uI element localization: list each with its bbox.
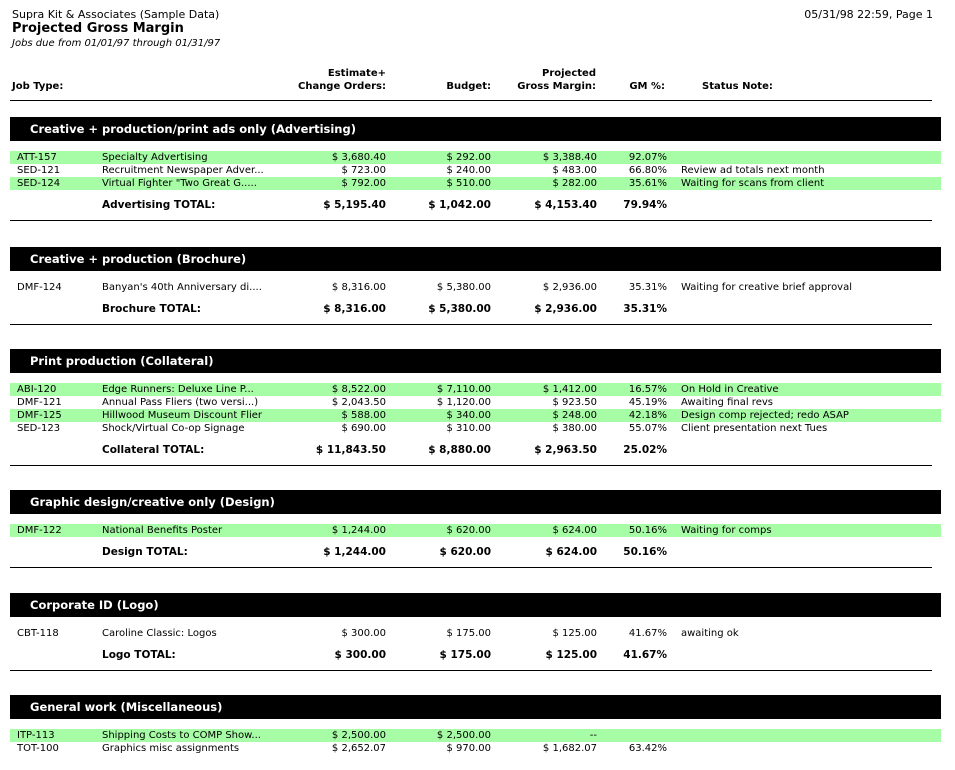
report-date-page: 05/31/98 22:59, Page 1	[804, 8, 933, 21]
section-header: Graphic design/creative only (Design)	[10, 490, 941, 514]
col-status-note: Status Note:	[702, 81, 773, 92]
projected-margin: $ 923.50	[552, 397, 597, 408]
total-projected-margin: $ 624.00	[545, 546, 597, 558]
total-label: Brochure TOTAL:	[102, 303, 201, 315]
total-budget: $ 5,380.00	[428, 303, 491, 315]
table-row	[10, 383, 941, 396]
projected-margin: $ 1,412.00	[542, 384, 597, 395]
col-estimate	[298, 67, 386, 93]
col-budget: Budget:	[446, 81, 491, 92]
total-label: Advertising TOTAL:	[102, 199, 216, 211]
job-code: TOT-100	[17, 743, 59, 754]
total-projected-margin: $ 2,936.00	[534, 303, 597, 315]
status-note: Waiting for comps	[681, 525, 772, 536]
projected-margin: $ 248.00	[552, 410, 597, 421]
estimate-amount: $ 1,244.00	[331, 525, 386, 536]
budget-amount: $ 310.00	[446, 423, 491, 434]
total-gm-percent: 35.31%	[623, 303, 667, 315]
job-description: Graphics misc assignments	[102, 743, 240, 754]
gm-percent: 45.19%	[628, 397, 667, 408]
job-code: ABI-120	[17, 384, 57, 395]
report-section	[10, 117, 941, 221]
gm-percent: 35.61%	[628, 178, 667, 189]
table-row	[10, 524, 941, 537]
estimate-amount: $ 2,652.07	[331, 743, 386, 754]
total-gm-percent: 25.02%	[623, 444, 667, 456]
budget-amount: $ 620.00	[446, 525, 491, 536]
status-note: Waiting for scans from client	[681, 178, 825, 189]
estimate-amount: $ 300.00	[341, 628, 386, 639]
job-description: Banyan's 40th Anniversary di....	[102, 282, 262, 293]
table-row	[10, 281, 941, 294]
estimate-amount: $ 723.00	[341, 165, 386, 176]
section-total-row	[10, 443, 941, 457]
job-code: DMF-122	[17, 525, 62, 536]
total-budget: $ 620.00	[439, 546, 491, 558]
section-total-row	[10, 545, 941, 559]
job-description: Virtual Fighter "Two Great G.....	[102, 178, 257, 189]
report-title: Projected Gross Margin	[12, 21, 184, 36]
col-gm-pct: GM %:	[629, 81, 665, 92]
job-code: SED-123	[17, 423, 61, 434]
report-section	[10, 349, 941, 466]
section-rows	[10, 151, 941, 190]
table-row	[10, 151, 941, 164]
company-name: Supra Kit & Associates (Sample Data)	[12, 8, 220, 21]
projected-margin: $ 483.00	[552, 165, 597, 176]
projected-margin: $ 1,682.07	[542, 743, 597, 754]
budget-amount: $ 2,500.00	[436, 730, 491, 741]
projected-margin: $ 282.00	[552, 178, 597, 189]
section-divider	[10, 324, 932, 325]
section-rows	[10, 729, 941, 755]
estimate-amount: $ 690.00	[341, 423, 386, 434]
total-budget: $ 8,880.00	[428, 444, 491, 456]
section-divider	[10, 220, 932, 221]
projected-margin: $ 2,936.00	[542, 282, 597, 293]
projected-margin: $ 624.00	[552, 525, 597, 536]
table-row	[10, 729, 941, 742]
job-description: Caroline Classic: Logos	[102, 628, 217, 639]
budget-amount: $ 5,380.00	[436, 282, 491, 293]
gm-percent: 16.57%	[628, 384, 667, 395]
table-row	[10, 742, 941, 755]
table-row	[10, 627, 941, 640]
job-code: DMF-125	[17, 410, 62, 421]
section-header: General work (Miscellaneous)	[10, 695, 941, 719]
total-label: Logo TOTAL:	[102, 649, 176, 661]
job-code: SED-121	[17, 165, 61, 176]
table-row	[10, 177, 941, 190]
gm-percent: 55.07%	[628, 423, 667, 434]
table-row	[10, 409, 941, 422]
total-projected-margin: $ 2,963.50	[534, 444, 597, 456]
job-code: DMF-121	[17, 397, 62, 408]
header-rule	[10, 100, 932, 101]
job-code: ATT-157	[17, 152, 57, 163]
job-description: Hillwood Museum Discount Flier	[102, 410, 263, 421]
status-note: Design comp rejected; redo ASAP	[681, 410, 849, 421]
gm-percent: 42.18%	[628, 410, 667, 421]
report-subtitle: Jobs due from 01/01/97 through 01/31/97	[12, 38, 221, 49]
table-row	[10, 164, 941, 177]
section-total-row	[10, 648, 941, 662]
report-section	[10, 593, 941, 671]
status-note: Client presentation next Tues	[681, 423, 828, 434]
section-total-row	[10, 302, 941, 316]
col-estimate-line2: Change Orders:	[297, 81, 386, 92]
projected-margin: $ 380.00	[552, 423, 597, 434]
gm-percent: 41.67%	[628, 628, 667, 639]
col-job-type: Job Type:	[12, 81, 64, 92]
gm-percent: 50.16%	[628, 525, 667, 536]
budget-amount: $ 340.00	[446, 410, 491, 421]
section-divider	[10, 465, 932, 466]
status-note: Waiting for creative brief approval	[681, 282, 853, 293]
report-section	[10, 695, 941, 755]
table-row	[10, 422, 941, 435]
estimate-amount: $ 792.00	[341, 178, 386, 189]
gm-percent: 92.07%	[628, 152, 667, 163]
job-description: Edge Runners: Deluxe Line P...	[102, 384, 254, 395]
total-estimate: $ 1,244.00	[323, 546, 386, 558]
section-rows	[10, 383, 941, 435]
job-description: Recruitment Newspaper Adver...	[102, 165, 264, 176]
section-total-row	[10, 198, 941, 212]
projected-margin: --	[589, 730, 597, 741]
total-estimate: $ 11,843.50	[315, 444, 386, 456]
status-note: Awaiting final revs	[681, 397, 773, 408]
section-rows	[10, 524, 941, 537]
section-header: Creative + production (Brochure)	[10, 247, 941, 271]
total-gm-percent: 50.16%	[623, 546, 667, 558]
report-section	[10, 490, 941, 568]
total-gm-percent: 41.67%	[623, 649, 667, 661]
estimate-amount: $ 588.00	[341, 410, 386, 421]
section-divider	[10, 567, 932, 568]
total-estimate: $ 300.00	[334, 649, 386, 661]
estimate-amount: $ 3,680.40	[331, 152, 386, 163]
total-budget: $ 1,042.00	[428, 199, 491, 211]
total-gm-percent: 79.94%	[623, 199, 667, 211]
report-section	[10, 247, 941, 325]
table-row	[10, 396, 941, 409]
budget-amount: $ 240.00	[446, 165, 491, 176]
col-projected-line2: Gross Margin:	[517, 81, 596, 92]
job-description: Shipping Costs to COMP Show...	[102, 730, 261, 741]
job-code: CBT-118	[17, 628, 59, 639]
budget-amount: $ 510.00	[446, 178, 491, 189]
section-header: Corporate ID (Logo)	[10, 593, 941, 617]
section-header: Print production (Collateral)	[10, 349, 941, 373]
projected-margin: $ 125.00	[552, 628, 597, 639]
estimate-amount: $ 2,500.00	[331, 730, 386, 741]
section-rows	[10, 281, 941, 294]
total-estimate: $ 5,195.40	[323, 199, 386, 211]
projected-margin: $ 3,388.40	[542, 152, 597, 163]
gm-percent: 35.31%	[628, 282, 667, 293]
estimate-amount: $ 8,316.00	[331, 282, 386, 293]
job-code: SED-124	[17, 178, 61, 189]
total-budget: $ 175.00	[439, 649, 491, 661]
section-header: Creative + production/print ads only (Advertising)	[10, 117, 941, 141]
total-label: Collateral TOTAL:	[102, 444, 205, 456]
col-projected-line1: Projected	[542, 68, 596, 79]
status-note: Review ad totals next month	[681, 165, 825, 176]
job-code: ITP-113	[17, 730, 55, 741]
status-note: awaiting ok	[681, 628, 739, 639]
job-description: Shock/Virtual Co-op Signage	[102, 423, 245, 434]
budget-amount: $ 292.00	[446, 152, 491, 163]
col-estimate-line1: Estimate+	[327, 68, 386, 79]
budget-amount: $ 970.00	[446, 743, 491, 754]
gm-percent: 63.42%	[628, 743, 667, 754]
job-description: National Benefits Poster	[102, 525, 223, 536]
total-projected-margin: $ 4,153.40	[534, 199, 597, 211]
budget-amount: $ 175.00	[446, 628, 491, 639]
budget-amount: $ 7,110.00	[436, 384, 491, 395]
job-description: Annual Pass Fliers (two versi...)	[102, 397, 259, 408]
col-projected	[517, 67, 596, 93]
budget-amount: $ 1,120.00	[436, 397, 491, 408]
status-note: On Hold in Creative	[681, 384, 779, 395]
estimate-amount: $ 2,043.50	[331, 397, 386, 408]
estimate-amount: $ 8,522.00	[331, 384, 386, 395]
job-description: Specialty Advertising	[102, 152, 208, 163]
section-rows	[10, 627, 941, 640]
total-projected-margin: $ 125.00	[545, 649, 597, 661]
gm-percent: 66.80%	[628, 165, 667, 176]
total-label: Design TOTAL:	[102, 546, 188, 558]
total-estimate: $ 8,316.00	[323, 303, 386, 315]
section-divider	[10, 670, 932, 671]
job-code: DMF-124	[17, 282, 62, 293]
